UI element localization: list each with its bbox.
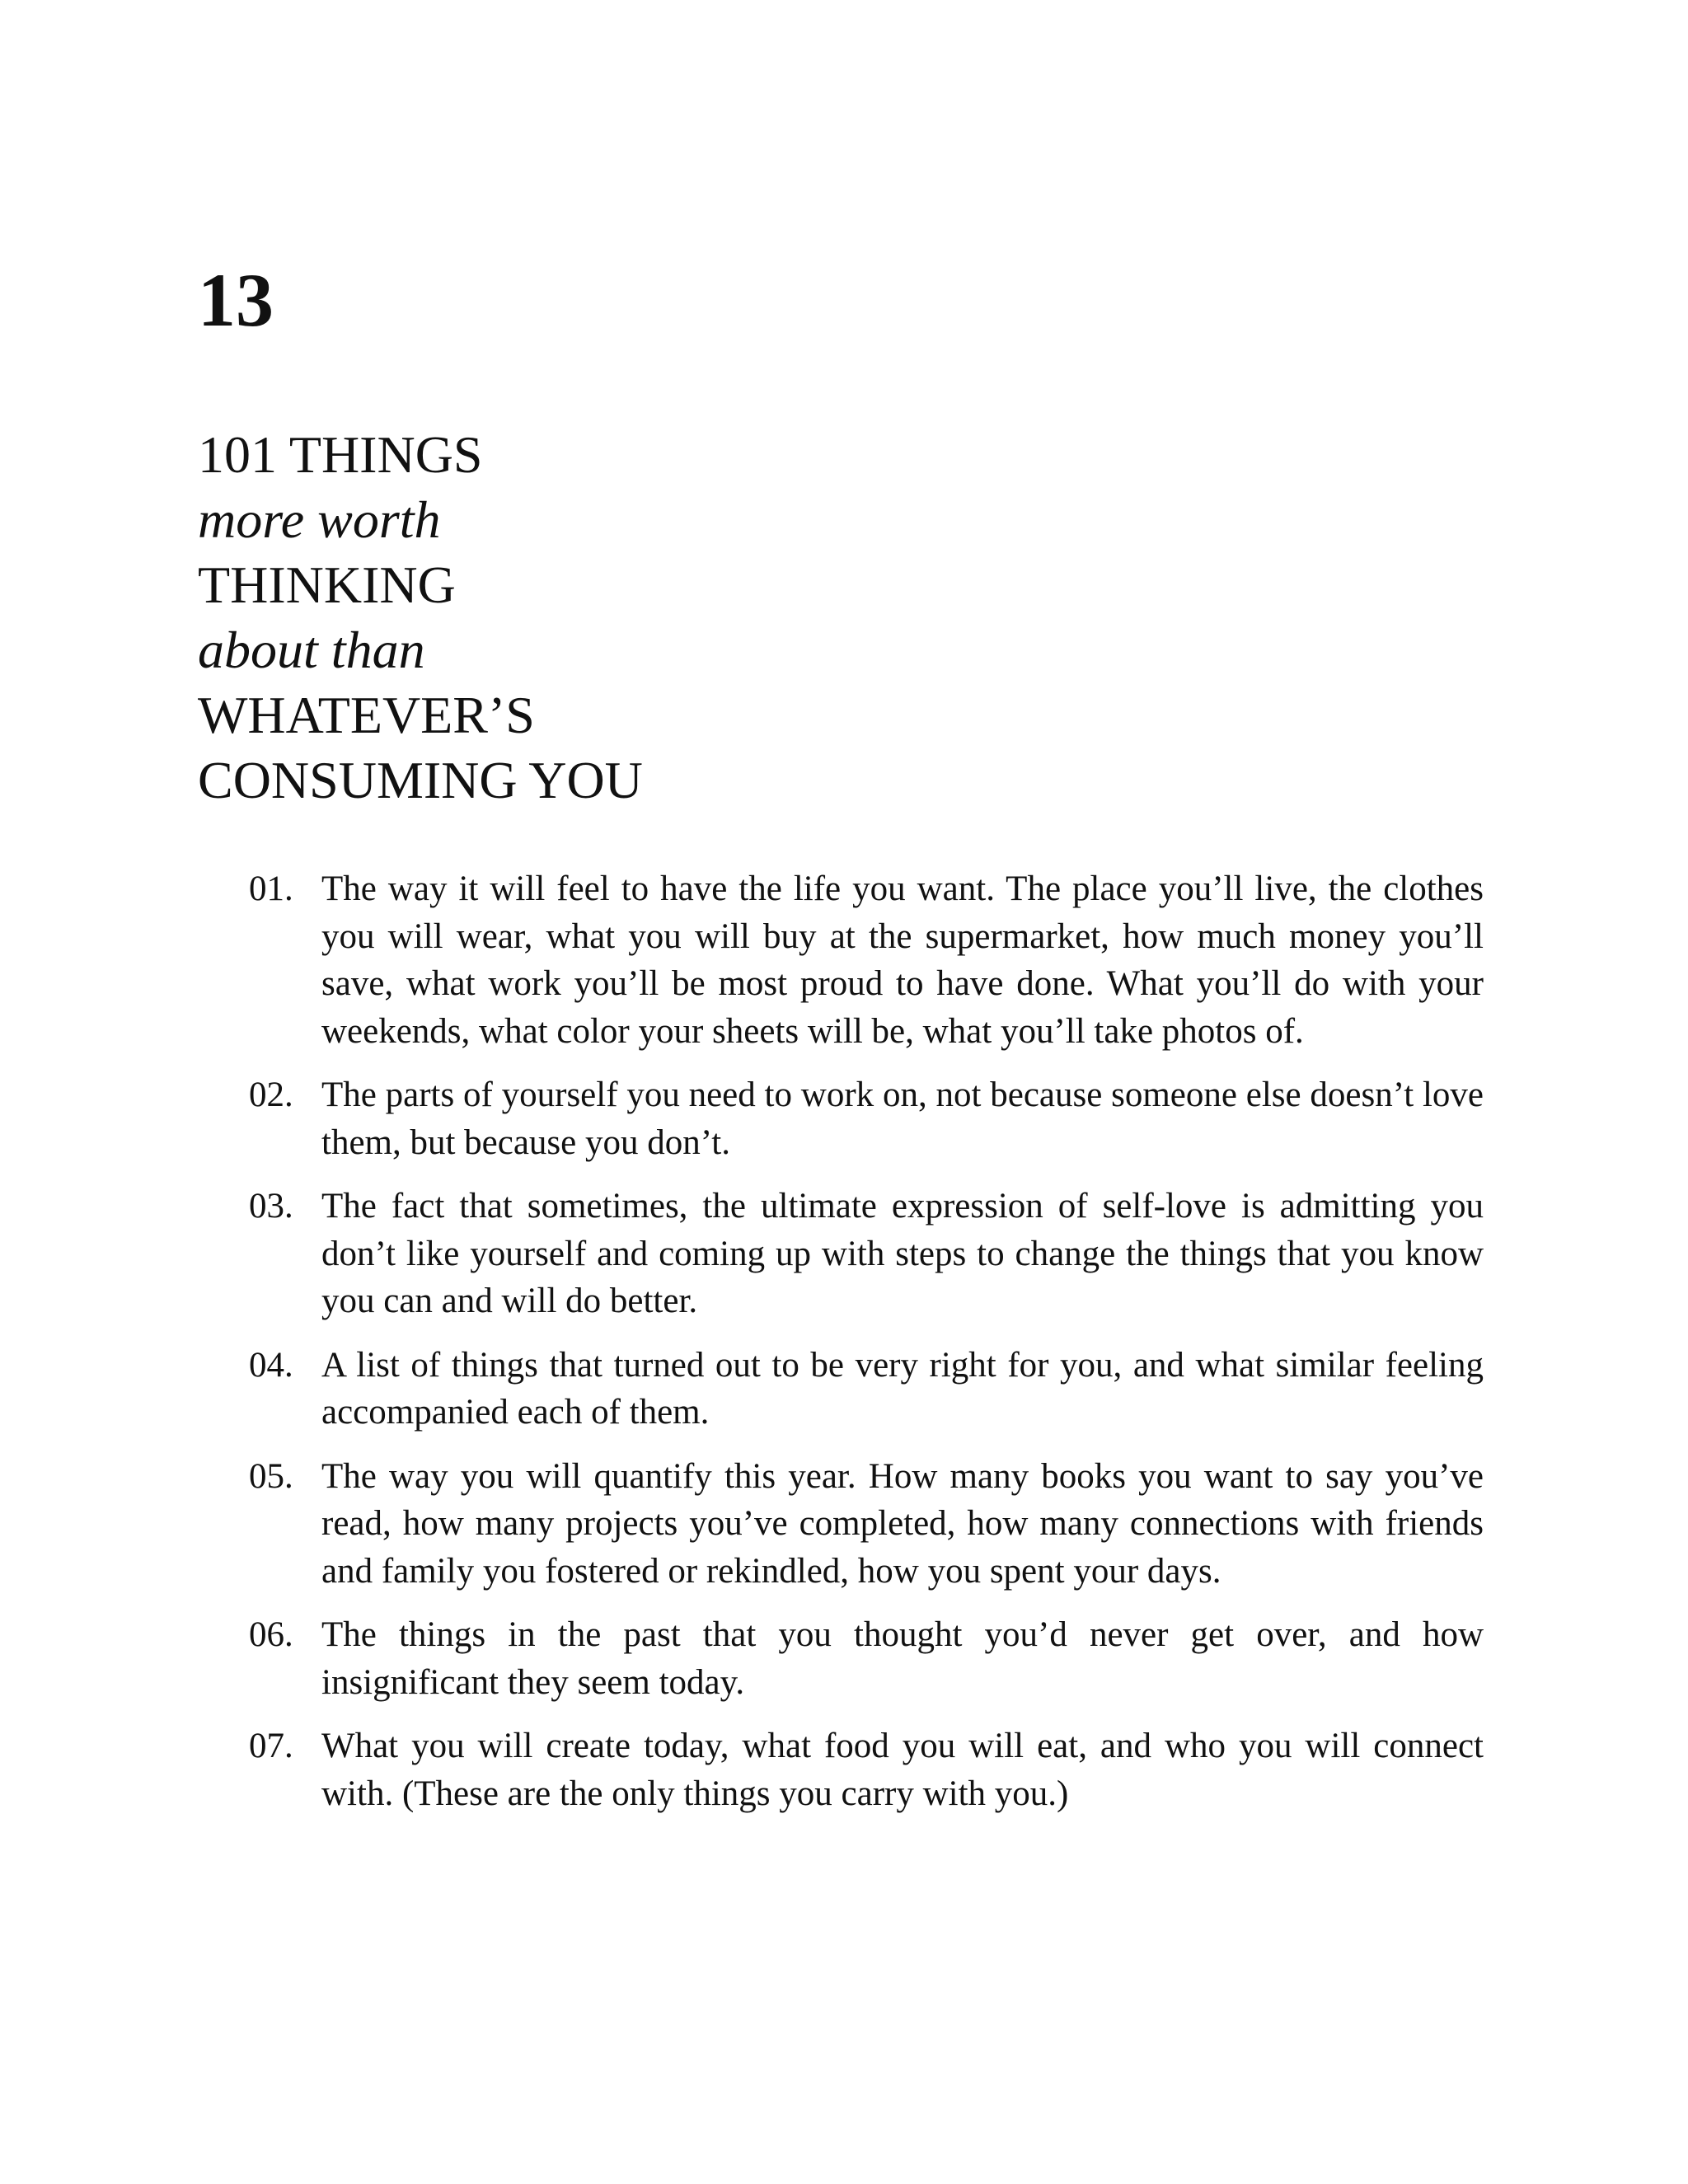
list-item — [249, 1722, 1484, 1817]
book-page — [198, 0, 1484, 2184]
title-line-1: 101 THINGS — [198, 425, 483, 484]
chapter-number: 13 — [198, 258, 274, 342]
list-item — [249, 1611, 1484, 1706]
title-line-3: THINKING — [198, 555, 456, 614]
numbered-list — [249, 865, 1484, 1834]
list-item-number: 01. — [249, 869, 293, 908]
list-item — [249, 1071, 1484, 1166]
list-item-text: The fact that sometimes, the ultimate expression of self-love is admitting you don’t like yourself and coming up with steps to change the things that you know you can and will do better. — [321, 1187, 1484, 1320]
list-item-number: 05. — [249, 1456, 293, 1496]
list-item-number: 06. — [249, 1615, 293, 1654]
list-item-text: The way it will feel to have the life you want. The place you’ll live, the clothes you will wear, what you will buy at the supermarket, how much money you’ll save, what work you’ll be most proud to have done. What you’ll do with your weekends, what color your sheets will be, what you’ll take photos of. — [321, 869, 1484, 1051]
list-item — [249, 1183, 1484, 1325]
list-item-text: The way you will quantify this year. How many books you want to say you’ve read, how many projects you’ve completed, how many connections with friends and family you fostered or rekindled, how you spent your days. — [321, 1456, 1484, 1591]
list-item-text: The things in the past that you thought you’d never get over, and how insignificant they seem today. — [321, 1615, 1484, 1702]
list-item — [249, 1342, 1484, 1436]
list-item-number: 04. — [249, 1345, 293, 1385]
list-item — [249, 1453, 1484, 1596]
list-item-text: What you will create today, what food you will eat, and who you will connect with. (These are the only things you carry with you.) — [321, 1727, 1484, 1813]
chapter-title — [198, 422, 643, 813]
title-line-4: about than — [198, 621, 425, 679]
list-item — [249, 865, 1484, 1055]
title-line-6: CONSUMING YOU — [198, 751, 643, 809]
list-item-number: 07. — [249, 1727, 293, 1765]
list-item-text: The parts of yourself you need to work on, not because someone else doesn’t love them, but because you don’t. — [321, 1076, 1484, 1162]
list-item-number: 03. — [249, 1187, 293, 1226]
title-line-2: more worth — [198, 490, 441, 549]
list-item-text: A list of things that turned out to be very right for you, and what similar feeling accompanied each of them. — [321, 1345, 1484, 1432]
title-line-5: WHATEVER’S — [198, 686, 535, 744]
list-item-number: 02. — [249, 1076, 293, 1114]
